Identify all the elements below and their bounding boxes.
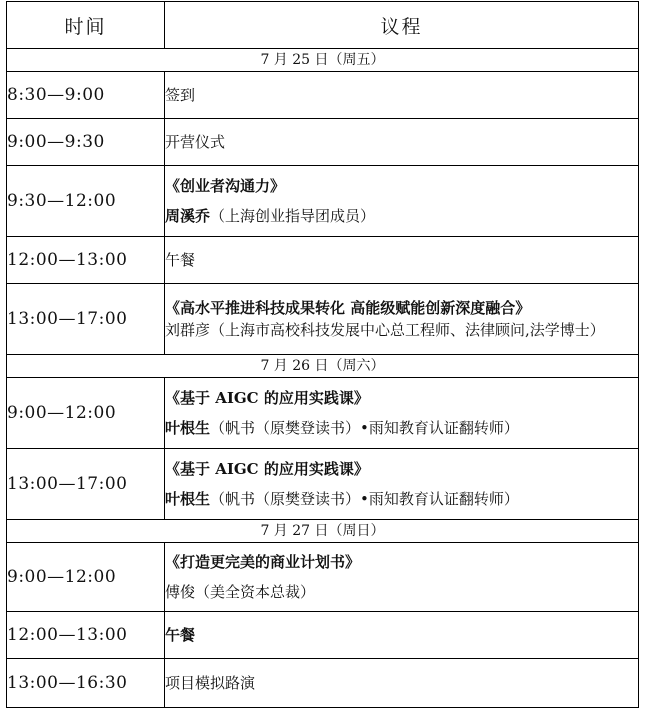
session-title: 《创业者沟通力》 xyxy=(165,177,286,195)
session-title: 《高水平推进科技成果转化 高能级赋能创新深度融合》 xyxy=(165,299,531,317)
agenda-column-header: 议程 xyxy=(165,2,639,49)
session-text: 开营仪式 xyxy=(165,133,226,151)
day-label: 7 月 26 日（周六） xyxy=(7,355,639,378)
day-label: 7 月 27 日（周日） xyxy=(7,520,639,543)
session-text: 午餐 xyxy=(165,251,196,269)
session-agenda xyxy=(165,612,639,659)
session-row xyxy=(7,378,639,449)
day-row xyxy=(7,520,639,543)
session-agenda xyxy=(165,543,639,612)
session-agenda xyxy=(165,449,639,520)
session-title: 《基于 AIGC 的应用实践课》 xyxy=(165,389,369,407)
session-title: 《基于 AIGC 的应用实践课》 xyxy=(165,460,369,478)
speaker-note: （上海创业指导团成员） xyxy=(210,207,376,225)
session-agenda xyxy=(165,119,639,166)
session-row xyxy=(7,119,639,166)
session-time: 9:00—9:30 xyxy=(7,119,165,166)
speaker-line: 傅俊（美全资本总裁） xyxy=(165,583,316,601)
session-agenda xyxy=(165,284,639,355)
session-row xyxy=(7,237,639,284)
session-agenda xyxy=(165,237,639,284)
day-row xyxy=(7,49,639,72)
speaker-line xyxy=(165,205,638,227)
speaker-note: （帆书（原樊登读书）•雨知教育认证翻转师） xyxy=(210,490,519,508)
speaker-name: 周溪乔 xyxy=(165,207,211,225)
session-time: 13:00—17:00 xyxy=(7,284,165,355)
session-agenda xyxy=(165,378,639,449)
session-row xyxy=(7,543,639,612)
session-row xyxy=(7,284,639,355)
session-time: 9:30—12:00 xyxy=(7,166,165,237)
session-time: 13:00—17:00 xyxy=(7,449,165,520)
speaker-line xyxy=(165,488,638,510)
speaker-line xyxy=(165,417,638,439)
session-row xyxy=(7,449,639,520)
speaker-note: （帆书（原樊登读书）•雨知教育认证翻转师） xyxy=(210,419,519,437)
session-time: 8:30—9:00 xyxy=(7,72,165,119)
time-column-header: 时间 xyxy=(7,2,165,49)
session-time: 13:00—16:30 xyxy=(7,659,165,708)
session-row xyxy=(7,72,639,119)
speaker-name: 叶根生 xyxy=(165,490,211,508)
session-time: 9:00—12:00 xyxy=(7,378,165,449)
session-text: 签到 xyxy=(165,86,196,104)
session-agenda xyxy=(165,72,639,119)
session-agenda xyxy=(165,659,639,708)
day-label: 7 月 25 日（周五） xyxy=(7,49,639,72)
day-row xyxy=(7,355,639,378)
session-agenda xyxy=(165,166,639,237)
session-time: 12:00—13:00 xyxy=(7,237,165,284)
session-text: 项目模拟路演 xyxy=(165,674,256,692)
session-title: 《打造更完美的商业计划书》 xyxy=(165,553,361,571)
session-time: 12:00—13:00 xyxy=(7,612,165,659)
session-title: 午餐 xyxy=(165,626,196,644)
agenda-table xyxy=(6,1,639,708)
session-row xyxy=(7,612,639,659)
speaker-line: 刘群彦（上海市高校科技发展中心总工程师、法律顾问,法学博士） xyxy=(165,321,605,339)
session-time: 9:00—12:00 xyxy=(7,543,165,612)
session-row xyxy=(7,659,639,708)
session-row xyxy=(7,166,639,237)
speaker-name: 叶根生 xyxy=(165,419,211,437)
